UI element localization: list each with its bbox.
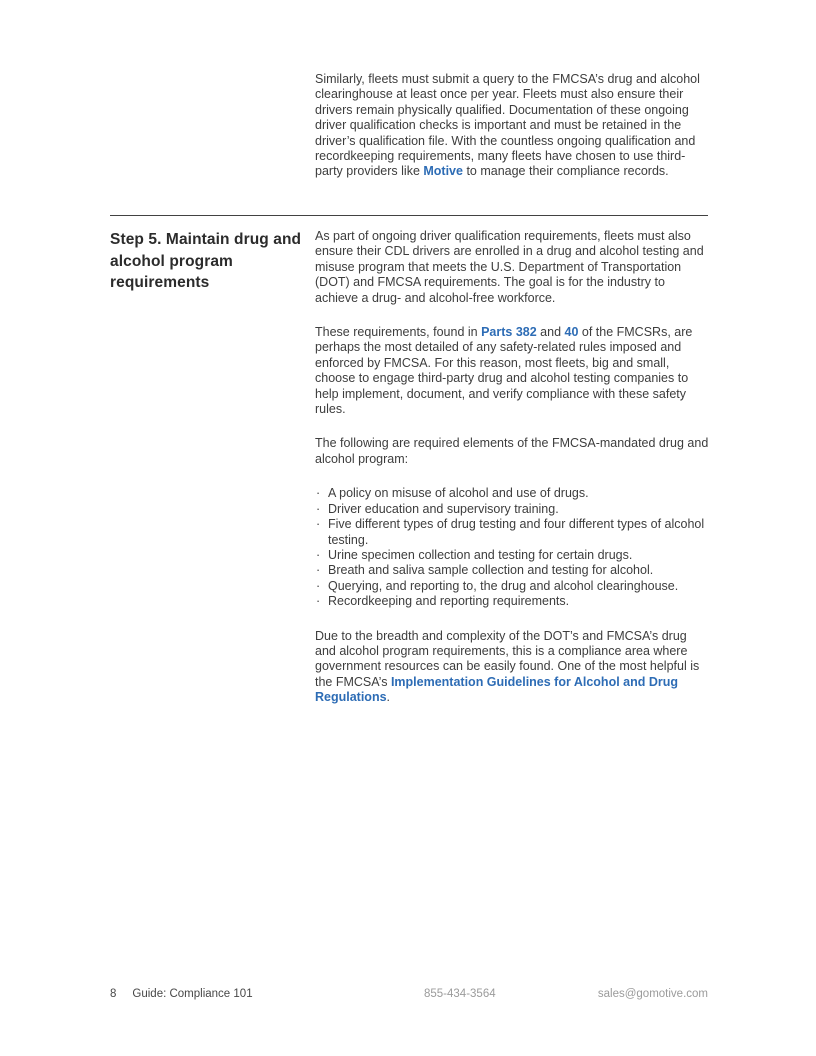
intro-text-before: Similarly, fleets must submit a query to the FMCSA’s drug and alcohol clearinghouse at least once per year. Fleets must also ensure their drivers remain physically qualified. Documentation of these ongoing driver qualification checks is important and must be retained in the driver’s qualification file. With the countless ongoing qualification and recordkeeping requirements, many fleets have chosen to use third-party providers like (315, 72, 700, 179)
footer-phone: 855-434-3564 (424, 988, 496, 1000)
page-number: 8 (110, 988, 117, 1000)
intro-paragraph (315, 72, 711, 180)
list-item: · Driver education and supervisory training. (315, 502, 710, 517)
program-elements-list (315, 486, 710, 609)
step-5-body (315, 229, 710, 706)
implementation-guidelines-link[interactable]: Implementation Guidelines for Alcohol and Drug Regulations (315, 674, 679, 705)
step-5-paragraph-1: As part of ongoing driver qualification requirements, fleets must also ensure their CDL drivers are enrolled in a drug and alcohol testing and misuse program that meets the U.S. Department of Transportation (DOT) and FMCSA requirements. The goal is for the industry to achieve a drug- and alcohol-free workforce. (315, 229, 704, 305)
motive-link[interactable]: Motive (423, 164, 463, 179)
doc-title: Guide: Compliance 101 (132, 988, 253, 1000)
p4-text-before: Due to the breadth and complexity of the DOT’s and FMCSA’s drug and alcohol program requirements, this is a compliance area where government resources can be easily found. One of the most helpful is the FMCSA’s (315, 628, 700, 689)
list-item: · Urine specimen collection and testing for certain drugs. (315, 548, 710, 563)
p2-text-between: and (536, 325, 565, 340)
part-40-link[interactable]: 40 (564, 325, 579, 340)
p4-text-after: . (386, 690, 391, 705)
step-5-paragraph-4 (315, 629, 710, 706)
list-item: · A policy on misuse of alcohol and use of drugs. (315, 486, 710, 501)
list-item: · Recordkeeping and reporting requirements. (315, 594, 710, 609)
list-item: · Querying, and reporting to, the drug and alcohol clearinghouse. (315, 579, 710, 594)
page-footer (110, 987, 708, 1003)
section-divider (110, 215, 708, 216)
p2-text-before: These requirements, found in (315, 325, 482, 340)
list-item: · Five different types of drug testing and four different types of alcohol testing. (315, 517, 710, 548)
step-5-paragraph-2 (315, 325, 710, 417)
p2-text-after: of the FMCSRs, are perhaps the most detailed of any safety-related rules imposed and enforced by FMCSA. For this reason, most fleets, big and small, choose to engage third-party drug and alcohol testing companies to help implement, document, and verify compliance with these safety rules. (315, 325, 693, 417)
footer-left (110, 987, 253, 1001)
parts-382-link[interactable]: Parts 382 (481, 325, 537, 340)
intro-text-after: to manage their compliance records. (462, 164, 669, 179)
step-5-paragraph-3: The following are required elements of the FMCSA-mandated drug and alcohol program: (315, 436, 709, 466)
list-item: · Breath and saliva sample collection and testing for alcohol. (315, 563, 710, 578)
footer-email: sales@gomotive.com (597, 988, 708, 1000)
intro-section (315, 72, 711, 180)
step-5-heading: Step 5. Maintain drug and alcohol program requirements (110, 231, 302, 291)
step-5-section (110, 229, 710, 706)
